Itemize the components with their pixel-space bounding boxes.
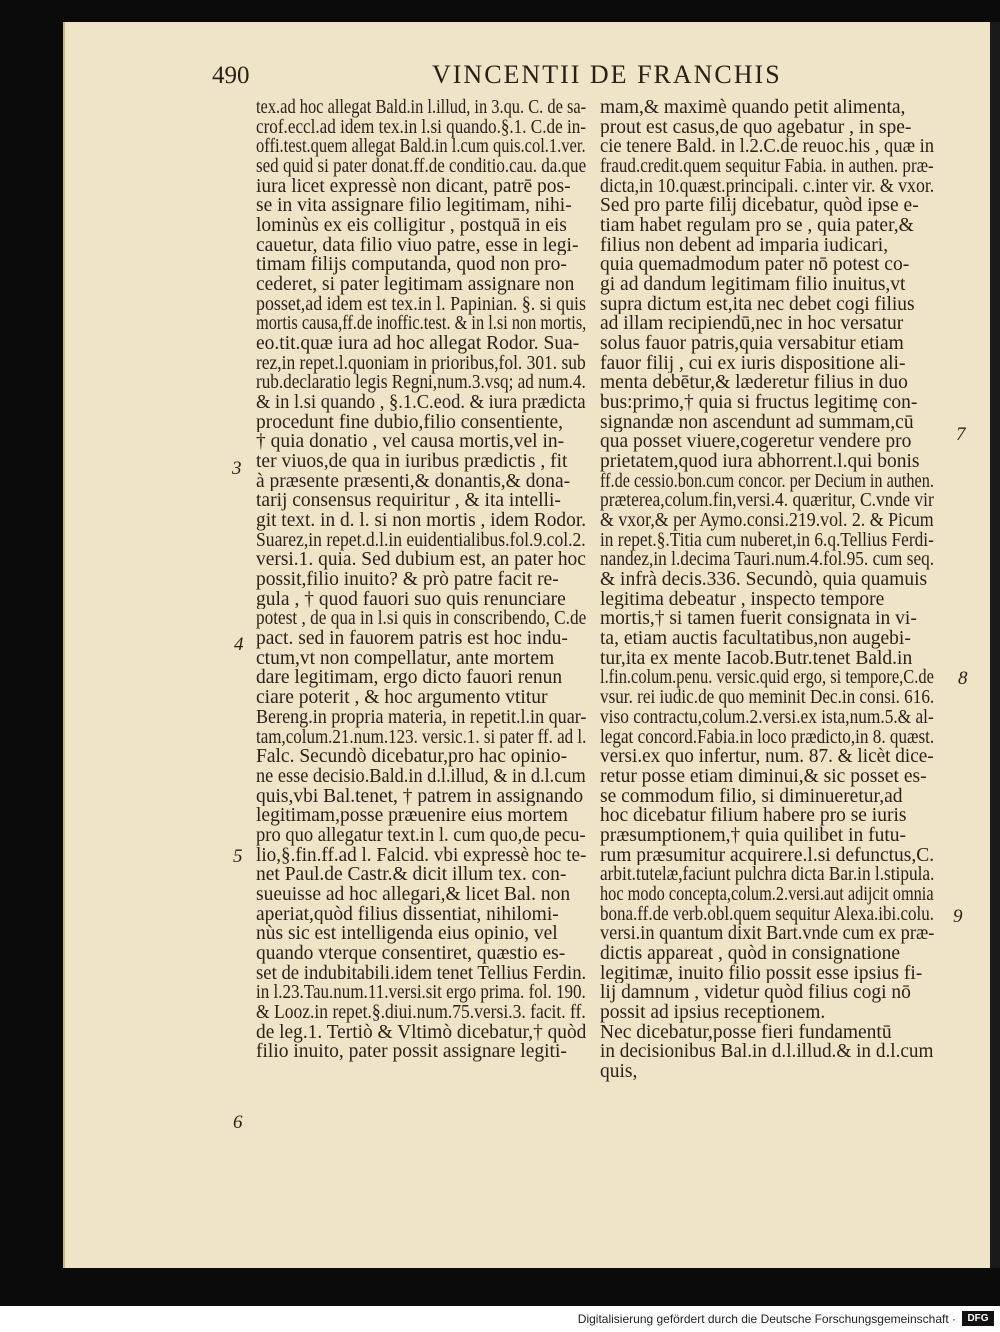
text-line: ciare poterit , & hoc argumento vtitur [256, 688, 548, 708]
text-line: legitimam,posse præuenire eius mortem [256, 806, 568, 826]
text-line: rez,in repet.l.quoniam in prioribus,fol. 301. sub [256, 352, 586, 374]
margin-number: 4 [234, 634, 244, 655]
text-line: rum præsumitur acquirere.l.si defunctus,C. [600, 845, 934, 866]
text-line: timam filijs computanda, quod non pro- [256, 255, 567, 276]
text-line: præterea,colum.fin,versi.4. quæritur, C.vnde vir [600, 490, 934, 512]
text-line: possit ad ipsius receptionem. [600, 1002, 826, 1023]
margin-number: 3 [232, 458, 242, 479]
text-line: l.fin.colum.penu. versic.quid ergo, si tempore,C.de [600, 667, 934, 689]
text-line: aperiat,quòd filius dissentiat, nihilomi- [256, 904, 559, 925]
margin-number: 6 [233, 1112, 243, 1133]
text-line: bus:primo,† quia si fructus legitimę con- [600, 393, 918, 413]
text-line: solus fauor patris,quia versabitur etiam [600, 334, 904, 354]
running-title: VINCENTII DE FRANCHIS [432, 60, 782, 89]
text-line: de leg.1. Tertiò & Vltimò dicebatur,† quòd [256, 1021, 587, 1043]
text-line: pro quo allegatur text.in l. cum quo,de pecu- [256, 824, 586, 846]
text-line: lominùs ex eis colligitur , postquā in eis [256, 216, 567, 236]
text-line: bona.ff.de verb.obl.quem sequitur Alexa.ibi.colu. [600, 903, 935, 925]
text-line: nandez,in l.decima Tauri.num.4.fol.95. cum seq. [600, 549, 935, 571]
text-line: filio inuito, pater possit assignare legiti- [256, 1042, 567, 1062]
text-line: prout est casus,de quo agebatur , in spe- [600, 117, 912, 138]
text-line: mam,& maximè quando petit alimenta, [600, 98, 906, 118]
text-line: ad illam recipiendū,nec in hoc versatur [600, 314, 904, 335]
text-line: cauetur, data filio viuo patre, esse in legi- [256, 235, 579, 256]
text-line: signandæ non ascendunt ad summam,cū [600, 412, 914, 433]
text-line: dictis appareat , quòd in consignatione [600, 943, 901, 964]
text-line: tarij consensus requiritur , & ita intelli- [256, 491, 561, 512]
text-line: net Paul.de Castr.& dicit illum tex. con- [256, 865, 567, 885]
text-line: pact. sed in fauorem patris est hoc indu- [256, 629, 568, 649]
text-line: set de indubitabili.idem tenet Tellius Ferdin. [256, 962, 587, 984]
text-line: legat concord.Fabia.in loco prædicto,in 8. quæst. [600, 726, 935, 748]
dfg-logo: DFG [962, 1311, 994, 1326]
text-line: fauor filij , cui ex iuris dispositione ali- [600, 353, 906, 374]
text-column-right [600, 98, 934, 1082]
text-line: gi ad dandum legitimam filio inuitus,vt [600, 275, 906, 295]
text-line: se commodum filio, si diminueretur,ad [600, 786, 903, 807]
text-line: tur,ita ex mente Iacob.Butr.tenet Bald.in [600, 648, 913, 669]
text-line: & Looz.in repet.§.diui.num.75.versi.3. facit. ff. [256, 1001, 586, 1023]
text-line: procedunt fine dubio,filio consentiente, [256, 412, 564, 433]
text-line: versi.ex quo infertur, num. 87. & licèt dice- [600, 746, 934, 768]
text-line: dare legitimam, ergo dicto fauori renun [256, 668, 563, 689]
text-line: quis, [600, 1061, 638, 1082]
text-line: se in vita assignare filio legitimam, nihi- [256, 196, 572, 217]
text-line: dicta,in 10.quæst.principali. c.inter vir. & vxor. [600, 175, 935, 197]
text-line: Falc. Secundò dicebatur,pro hac opinio- [256, 747, 568, 767]
text-line: legitima debeatur , inspecto tempore [600, 589, 885, 610]
text-line: crof.eccl.ad idem tex.in l.si quando.§.1. C.de in- [256, 116, 586, 138]
text-line: qua posset viuere,cogeretur vendere pro [600, 432, 912, 453]
margin-number: 8 [958, 668, 968, 689]
text-line: cie tenere Bald. in l.2.C.de reuoc.his , quæ in [600, 136, 935, 158]
text-line: sed quid si pater donat.ff.de conditio.cau. da.que [256, 156, 587, 178]
text-line: git text. in d. l. si non mortis , idem Rodor. [256, 510, 587, 532]
margin-number: 7 [956, 424, 966, 445]
text-line: mortis,† si tamen fuerit consignata in vi- [600, 609, 917, 630]
text-line: lio,§.fin.ff.ad l. Falcid. vbi expressè hoc te- [256, 844, 587, 866]
text-line: prietatem,quod iura abhorrent.l.qui bonis [600, 452, 920, 472]
text-line: hoc dicebatur filium habere pro se iuris [600, 806, 907, 826]
text-line: mortis causa,ff.de inoffic.test. & in l.si non mortis, [256, 313, 587, 335]
text-line: cederet, si pater legitimam assignare non [256, 275, 575, 295]
text-line: præsumptionem,† quia quilibet in futu- [600, 825, 907, 846]
text-line: tam,colum.21.num.123. versic.1. si pater ff. ad l. [256, 726, 587, 748]
text-line: potest , de qua in l.si quis in conscribendo, C.de [256, 608, 587, 630]
text-line: filius non debent ad imparia iudicari, [600, 235, 889, 256]
text-line: Sed pro parte filij dicebatur, quòd ipse e- [600, 196, 919, 217]
text-line: retur posse etiam diminui,& sic posset es- [600, 766, 927, 787]
footer-bar [0, 1306, 1000, 1332]
margin-number: 5 [233, 846, 243, 867]
text-line: ne esse decisio.Bald.in d.l.illud, & in d.l.cum [256, 765, 586, 787]
text-line: versi.in quantum dixit Bart.vnde cum ex præ- [600, 923, 935, 945]
text-line: versi.1. quia. Sed dubium est, an pater hoc [256, 549, 586, 571]
text-column-left [256, 98, 586, 1062]
text-line: tiam habet regulam pro se , quia pater,& [600, 216, 914, 236]
funding-credit: Digitalisierung gefördert durch die Deutsche Forschungsgemeinschaft · [577, 1312, 956, 1326]
text-line: legitimæ, inuito filio possit esse ipsius fi- [600, 963, 923, 984]
text-line: tex.ad hoc allegat Bald.in l.illud, in 3.qu. C. de sa- [256, 97, 587, 118]
text-line: possit,filio inuito? & prò patre facit re- [256, 570, 559, 590]
text-line: rub.declaratio legis Regni,num.3.vsq; ad num.4. [256, 372, 586, 394]
text-line: ter viuos,de qua in iuribus prædictis , fit [256, 452, 568, 472]
text-line: Suarez,in repet.d.l.in euidentialibus.fol.9.col.2. [256, 529, 586, 551]
text-line: † quia donatio , vel causa mortis,vel in- [256, 432, 565, 453]
text-line: eo.tit.quæ iura ad hoc allegat Rodor. Sua- [256, 334, 580, 354]
text-line: fraud.credit.quem sequitur Fabia. in authen. præ- [600, 156, 934, 178]
text-line: ff.de cessio.bon.cum concor. per Decium in authen. [600, 470, 934, 492]
text-line: Bereng.in propria materia, in repetit.l.in quar- [256, 706, 587, 728]
text-line: hoc modo concepta,colum.2.versi.aut adijcit omnia [600, 883, 934, 905]
margin-number: 9 [953, 906, 963, 927]
text-line: quando vterque consentiret, quæstio es- [256, 943, 566, 964]
text-line: vsur. rei iudic.de quo meminit Dec.in consi. 616. [600, 687, 935, 709]
text-line: & infrà decis.336. Secundò, quia quamuis [600, 570, 928, 590]
page-number: 490 [212, 62, 250, 89]
text-line: quis,vbi Bal.tenet, † patrem in assignando [256, 786, 584, 807]
text-line: viso contractu,colum.2.versi.ex ista,num.5.& al- [600, 706, 934, 728]
text-line: lij damnum , videtur quòd filius cogi nō [600, 983, 911, 1003]
text-line: sueuisse ad hoc allegari,& licet Bal. non [256, 884, 571, 905]
text-line: à præsente præsenti,& donantis,& dona- [256, 471, 571, 492]
text-line: posset,ad idem est tex.in l. Papinian. §. si quis [256, 293, 587, 315]
text-line: ctum,vt non compellatur, ante mortem [256, 648, 555, 669]
text-line: quia quemadmodum pater nō potest co- [600, 255, 910, 276]
text-line: & in l.si quando , §.1.C.eod. & iura prædicta [256, 392, 586, 414]
text-line: supra dictum est,ita nec debet cogi filius [600, 294, 915, 315]
text-line: Nec dicebatur,posse fieri fundamentū [600, 1022, 892, 1043]
text-line: in decisionibus Bal.in d.l.illud.& in d.l.cum [600, 1041, 934, 1063]
text-line: nùs sic est intelligenda eius opinio, vel [256, 924, 558, 944]
text-line: iura licet expressè non dicant, patrē pos- [256, 176, 571, 197]
text-line: menta debētur,& læderetur filius in duo [600, 373, 908, 394]
text-line: gula , † quod fauori suo quis renunciare [256, 589, 566, 610]
text-line: offi.test.quem allegat Bald.in l.cum quis.col.1.ver. [256, 136, 586, 158]
text-line: arbit.tutelæ,faciunt pulchra dicta Bar.in l.stipula. [600, 864, 935, 886]
text-line: in repet.§.Titia cum nuberet,in 6.q.Tellius Ferdi- [600, 529, 934, 551]
text-line: in l.23.Tau.num.11.versi.sit ergo prima. fol. 190. [256, 982, 586, 1004]
book-binding-edge [990, 22, 1000, 1268]
text-line: & vxor,& per Aymo.consi.219.vol. 2. & Picum [600, 510, 934, 532]
text-line: ta, etiam auctis facultatibus,non augebi- [600, 629, 911, 649]
